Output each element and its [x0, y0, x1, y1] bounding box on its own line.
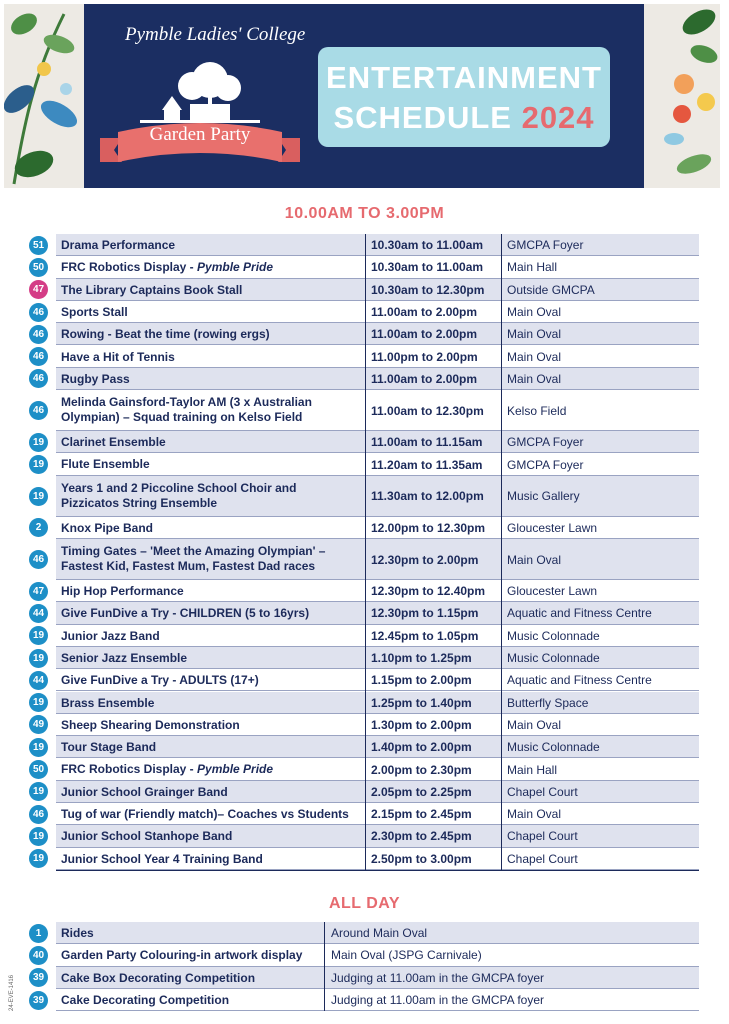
table-row	[0, 944, 729, 966]
event-name-text: Clarinet Ensemble	[61, 435, 166, 450]
event-name-text: Years 1 and 2 Piccoline School Choir and	[61, 480, 297, 495]
garden-party-label: Garden Party	[149, 124, 251, 145]
event-name-text: Rugby Pass	[61, 371, 130, 386]
event-name-text: FRC Robotics Display -	[61, 260, 198, 275]
map-number-badge: 19	[29, 649, 48, 668]
event-name-text: Rowing - Beat the time (rowing ergs)	[61, 327, 270, 342]
map-number-badge: 50	[29, 760, 48, 779]
event-name	[61, 606, 309, 621]
event-name	[61, 584, 184, 599]
event-name-text: The Library Captains Book Stall	[61, 282, 243, 297]
event-location: Judging at 11.00am in the GMCPA foyer	[331, 992, 545, 1007]
title-year: 2024	[521, 100, 595, 135]
event-name-text: Junior School Stanhope Band	[61, 829, 233, 844]
event-time: 12.30pm to 12.40pm	[371, 584, 486, 599]
map-number-badge: 46	[29, 401, 48, 420]
event-name	[61, 238, 175, 253]
event-location: Chapel Court	[507, 829, 578, 844]
map-number-badge: 46	[29, 805, 48, 824]
event-name	[61, 395, 312, 425]
event-location: Main Oval (JSPG Carnivale)	[331, 948, 482, 963]
event-location: Outside GMCPA	[507, 282, 595, 297]
event-location: Chapel Court	[507, 851, 578, 866]
event-name	[61, 457, 150, 472]
event-location: GMCPA Foyer	[507, 238, 584, 253]
event-location: Kelso Field	[507, 403, 567, 418]
event-time: 1.40pm to 2.00pm	[371, 740, 472, 755]
event-name-line2: Pizzicatos String Ensemble	[61, 495, 218, 510]
title-line-2	[318, 100, 610, 136]
event-name-text: Timing Gates – 'Meet the Amazing Olympian' –	[61, 544, 326, 558]
event-name	[61, 327, 270, 342]
event-time: 11.00am to 2.00pm	[371, 305, 478, 320]
table-row	[0, 989, 729, 1011]
event-name-text: Melinda Gainsford-Taylor AM (3 x Australian	[61, 395, 312, 410]
map-number-badge: 19	[29, 693, 48, 712]
map-number-badge: 47	[29, 280, 48, 299]
map-number-badge: 19	[29, 782, 48, 801]
event-location: Aquatic and Fitness Centre	[507, 673, 652, 688]
event-time: 1.30pm to 2.00pm	[371, 717, 472, 732]
event-location: Main Hall	[507, 260, 558, 275]
event-name-text: Senior Jazz Ensemble	[61, 650, 188, 665]
event-time: 11.20am to 11.35am	[371, 457, 483, 472]
event-time: 1.25pm to 1.40pm	[371, 695, 472, 710]
map-number-badge: 39	[29, 968, 48, 987]
map-number-badge: 44	[29, 604, 48, 623]
event-location: Gloucester Lawn	[507, 584, 598, 599]
event-time: 1.10pm to 1.25pm	[371, 651, 472, 666]
event-name-emphasis: Pymble Pride	[197, 260, 274, 275]
event-location: Judging at 11.00am in the GMCPA foyer	[331, 970, 545, 985]
map-number-badge: 44	[29, 671, 48, 690]
event-time: 2.05pm to 2.25pm	[371, 784, 472, 799]
map-number-badge: 46	[29, 369, 48, 388]
event-time: 2.30pm to 2.45pm	[371, 829, 472, 844]
section-heading-all-day: ALL DAY	[328, 895, 401, 912]
event-name	[61, 260, 273, 275]
event-time: 11.00am to 12.30pm	[371, 403, 484, 418]
event-name-text: Sheep Shearing Demonstration	[61, 717, 240, 732]
event-time: 2.50pm to 3.00pm	[371, 851, 472, 866]
map-number-badge: 46	[29, 550, 48, 569]
event-time: 12.30pm to 2.00pm	[371, 552, 479, 567]
map-number-badge: 49	[29, 715, 48, 734]
map-number-badge: 47	[29, 582, 48, 601]
event-name	[61, 350, 175, 365]
map-number-badge: 50	[29, 258, 48, 277]
event-location: Music Colonnade	[507, 651, 600, 666]
table-row	[0, 967, 729, 989]
event-name: Cake Decorating Competition	[61, 992, 230, 1007]
event-name	[61, 829, 232, 844]
map-number-badge: 40	[29, 946, 48, 965]
event-name: Rides	[61, 926, 94, 940]
map-number-badge: 39	[29, 991, 48, 1010]
map-number-badge: 51	[29, 236, 48, 255]
event-name: Garden Party Colouring-in artwork display	[61, 948, 303, 963]
event-time: 11.00am to 11.15am	[371, 435, 483, 450]
table-bottom-border	[56, 870, 699, 871]
event-time: 10.30am to 12.30pm	[371, 282, 485, 297]
map-number-badge: 46	[29, 347, 48, 366]
event-name-line2: Fastest Kid, Fastest Mum, Fastest Dad races	[61, 559, 316, 573]
event-location: Music Colonnade	[507, 628, 600, 643]
event-name-text: FRC Robotics Display -	[61, 762, 198, 777]
event-location: Main Oval	[507, 371, 562, 386]
event-name	[61, 740, 156, 755]
footer-code: 24-EVE-1416	[9, 974, 16, 1012]
event-time: 11.00am to 2.00pm	[371, 371, 478, 386]
event-name	[61, 651, 187, 666]
event-name-text: Give FunDive a Try - CHILDREN (5 to 16yrs)	[61, 606, 310, 621]
event-location: Butterfly Space	[507, 695, 589, 710]
column-divider	[324, 922, 325, 1011]
event-time: 11.00pm to 2.00pm	[371, 349, 478, 364]
event-name	[61, 372, 130, 387]
event-name	[61, 305, 128, 320]
event-time: 12.45pm to 1.05pm	[371, 628, 479, 643]
event-name-text: Drama Performance	[61, 238, 176, 252]
event-location: Gloucester Lawn	[507, 520, 598, 535]
map-number-badge: 19	[29, 738, 48, 757]
event-location: Around Main Oval	[331, 926, 428, 940]
event-name	[61, 807, 349, 822]
event-location: Aquatic and Fitness Centre	[507, 606, 652, 621]
event-time: 12.00pm to 12.30pm	[371, 520, 486, 535]
event-location: Main Hall	[507, 762, 558, 777]
event-location: Chapel Court	[507, 784, 578, 799]
event-time: 10.30am to 11.00am	[371, 260, 484, 275]
event-name-text: Flute Ensemble	[61, 457, 150, 472]
event-name	[61, 696, 154, 711]
table-row	[0, 922, 729, 944]
event-name-text: Have a Hit of Tennis	[61, 349, 175, 364]
section-heading-timed: 10.00AM TO 3.00PM	[284, 205, 445, 222]
event-name	[61, 673, 259, 688]
event-name-emphasis: Pymble Pride	[197, 762, 274, 777]
map-number-badge: 19	[29, 433, 48, 452]
map-number-badge: 1	[29, 924, 48, 943]
event-location: GMCPA Foyer	[507, 457, 584, 472]
event-name-text: Sports Stall	[61, 304, 128, 319]
event-location: Main Oval	[507, 349, 562, 364]
title-box	[318, 47, 610, 147]
map-number-badge: 19	[29, 849, 48, 868]
event-name	[61, 481, 296, 511]
map-number-badge: 19	[29, 626, 48, 645]
event-name-text: Junior School Grainger Band	[61, 784, 228, 799]
event-time: 10.30am to 11.00am	[371, 238, 484, 253]
event-name	[61, 762, 273, 777]
map-number-badge: 19	[29, 827, 48, 846]
event-name	[61, 718, 240, 733]
event-time: 1.15pm to 2.00pm	[371, 673, 472, 688]
column-divider	[501, 234, 502, 870]
event-location: Music Gallery	[507, 489, 580, 504]
event-time: 11.00am to 2.00pm	[371, 327, 478, 342]
event-name-text: Tour Stage Band	[61, 740, 157, 755]
event-name-text: Tug of war (Friendly match)– Coaches vs Students	[61, 807, 349, 821]
event-name-text: Junior School Year 4 Training Band	[61, 851, 263, 866]
event-name	[61, 629, 160, 644]
event-time: 12.30pm to 1.15pm	[371, 606, 479, 621]
event-name	[61, 852, 263, 867]
event-name-text: Brass Ensemble	[61, 695, 155, 710]
map-number-badge: 2	[29, 518, 48, 537]
event-time: 11.30am to 12.00pm	[371, 489, 484, 504]
event-location: Main Oval	[507, 552, 562, 567]
event-name-text: Hip Hop Performance	[61, 584, 184, 598]
title-line-1: ENTERTAINMENT	[326, 60, 602, 95]
garden-party-logo	[100, 58, 300, 180]
event-name-line2: Olympian) – Squad training on Kelso Field	[61, 410, 303, 425]
event-name-text: Give FunDive a Try - ADULTS (17+)	[61, 673, 259, 688]
map-number-badge: 46	[29, 325, 48, 344]
row-divider	[56, 1010, 699, 1011]
event-name: Cake Box Decorating Competition	[61, 970, 256, 985]
college-logo-text: Pymble Ladies' College	[125, 24, 306, 45]
event-name	[61, 544, 325, 574]
event-name	[61, 283, 242, 298]
event-location: Main Oval	[507, 717, 562, 732]
event-location: Music Colonnade	[507, 740, 600, 755]
map-number-badge: 46	[29, 303, 48, 322]
event-name	[61, 435, 166, 450]
title-schedule: SCHEDULE	[333, 100, 512, 135]
event-time: 2.00pm to 2.30pm	[371, 762, 472, 777]
event-name-text: Junior Jazz Band	[61, 628, 160, 643]
event-location: Main Oval	[507, 807, 562, 822]
event-name-text: Knox Pipe Band	[61, 520, 154, 535]
map-number-badge: 19	[29, 455, 48, 474]
event-time: 2.15pm to 2.45pm	[371, 807, 472, 822]
foliage-right-illustration	[644, 4, 720, 188]
map-number-badge: 19	[29, 487, 48, 506]
event-name	[61, 521, 153, 536]
event-name	[61, 785, 228, 800]
event-location: Main Oval	[507, 327, 562, 342]
column-divider	[365, 234, 366, 870]
event-location: GMCPA Foyer	[507, 435, 584, 450]
event-location: Main Oval	[507, 305, 562, 320]
foliage-left-illustration	[4, 4, 86, 188]
